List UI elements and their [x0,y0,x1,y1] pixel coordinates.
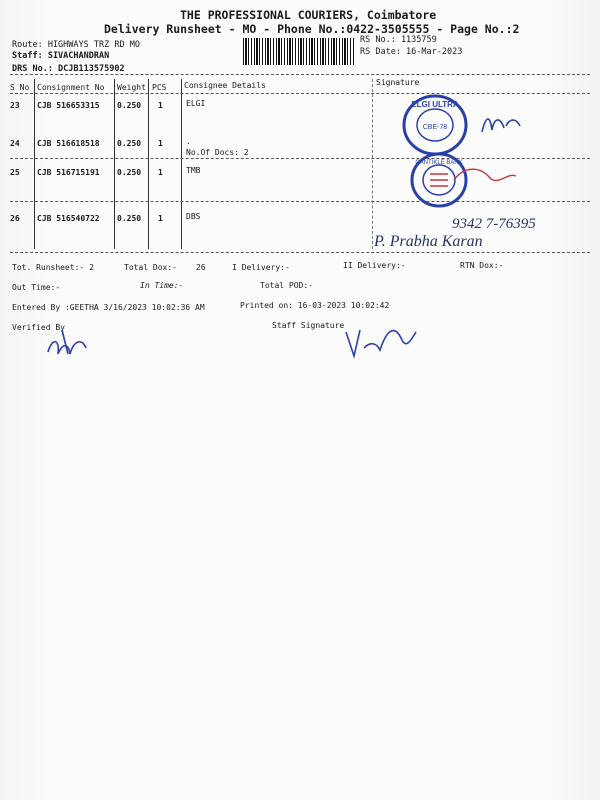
header-weight: Weight [117,83,146,92]
table-row-sno: 23 [10,101,20,110]
out-time: Out Time:- [12,283,61,292]
col-sep [114,79,115,249]
total-pod: Total POD:- [260,281,313,290]
name-handwriting [370,224,550,254]
rtn-dox: RTN Dox:- [460,261,504,270]
svg-text:CANTIKLE BANK: CANTIKLE BANK [415,160,463,166]
drs-number: DRS No.: DCJB113575902 [12,64,125,74]
route-label: Route: HIGHWAYS TRZ RD MO [12,40,140,50]
table-row-details: . [186,137,191,146]
initial-signature [476,110,526,138]
staff-handwritten-signature [340,312,430,362]
header-consignee: Consignee Details [184,81,266,90]
total-dox-label: Total Dox:- [124,263,177,272]
table-row-docs: No.Of Docs: 2 [186,148,249,157]
table-top-rule [10,74,590,75]
svg-text:9342 7-76395: 9342 7-76395 [452,216,536,232]
rs-number: RS No.: 1135759 [360,35,437,45]
col-sep [181,79,182,249]
red-scribble [450,160,520,190]
company-title: THE PROFESSIONAL COURIERS, Coimbatore [180,8,437,22]
table-row-sno: 26 [10,214,20,223]
staff-label: Staff: SIVACHANDRAN [12,51,110,61]
table-row-pcs: 1 [158,101,163,110]
rs-date: RS Date: 16-Mar-2023 [360,47,463,57]
runsheet-subtitle: Delivery Runsheet - MO - Phone No.:0422-3505555 - Page No.:2 [104,22,520,36]
table-row-consignment: CJB 516540722 [37,214,100,223]
table-row-details: DBS [186,212,201,221]
total-dox-value: 26 [196,263,206,272]
table-row-pcs: 1 [158,214,163,223]
svg-text:ELGI ULTRA: ELGI ULTRA [411,100,459,109]
table-row-details: TMB [186,166,201,175]
col-sep [34,79,35,249]
table-row-pcs: 1 [158,139,163,148]
row-rule [10,201,590,202]
svg-text:CBE-78: CBE-78 [422,124,448,131]
table-header-rule [10,93,590,94]
header-sno: S No [10,83,30,92]
ii-delivery: II Delivery:- [343,261,406,270]
table-row-consignment: CJB 516653315 [37,101,100,110]
table-row-details: ELGI [186,99,206,108]
table-row-sno: 25 [10,168,20,177]
table-row-pcs: 1 [158,168,163,177]
verified-by: Verified By [12,323,65,332]
company-stamp [400,92,470,158]
entered-by: Entered By :GEETHA 3/16/2023 10:02:36 AM [12,303,205,312]
col-sep [148,79,149,249]
table-row-weight: 0.250 [117,214,142,223]
total-runsheet: Tot. Runsheet:- 2 [12,263,94,272]
table-row-consignment: CJB 516715191 [37,168,100,177]
row-rule [10,158,590,159]
table-row-consignment: CJB 516618518 [37,139,100,148]
in-time: In Time:- [140,281,184,290]
verifier-signature [40,320,100,370]
table-row-weight: 0.250 [117,168,142,177]
table-row-sno: 24 [10,139,20,148]
header-signature: Signature [376,78,420,87]
barcode [243,38,355,65]
table-row-weight: 0.250 [117,139,142,148]
header-pcs: PCS [152,83,167,92]
header-consignment: Consignment No [37,83,105,92]
i-delivery: I Delivery:- [232,263,290,272]
printed-on: Printed on: 16-03-2023 10:02:42 [240,301,390,310]
table-row-weight: 0.250 [117,101,142,110]
staff-signature-label: Staff Signature [272,321,345,330]
svg-text:P. Prabha Karan: P. Prabha Karan [374,233,483,250]
